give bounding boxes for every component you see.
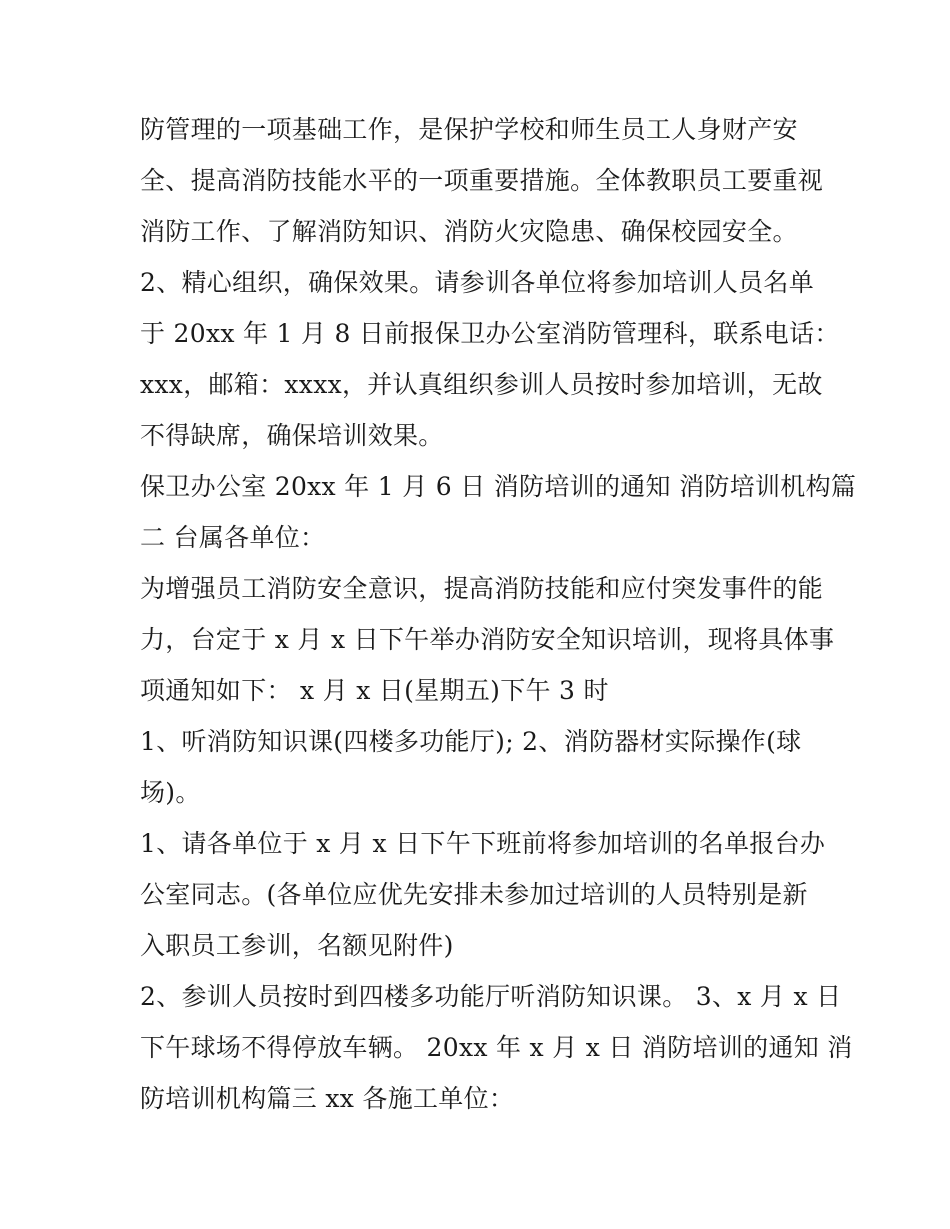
text-line: 不得缺席，确保培训效果。 xyxy=(140,421,444,450)
document-body xyxy=(140,104,857,1124)
text-line: 消防工作、了解消防知识、消防火灾隐患、确保校园安全。 xyxy=(140,217,798,246)
text-line: 于 20xx 年 1 月 8 日前报保卫办公室消防管理科，联系电话： xyxy=(140,319,840,348)
text-line: xxx，邮箱：xxxx，并认真组织参训人员按时参加培训，无故 xyxy=(140,370,823,399)
text-line: 下午球场不得停放车辆。 20xx 年 x 月 x 日 消防培训的通知 消 xyxy=(140,1033,853,1062)
text-line: 二 台属各单位： xyxy=(140,523,326,552)
text-line: 1、请各单位于 x 月 x 日下午下班前将参加培训的名单报台办 xyxy=(140,829,826,858)
text-line: 入职员工参训，名额见附件) xyxy=(140,931,454,960)
text-line: 项通知如下： x 月 x 日(星期五)下午 3 时 xyxy=(140,676,609,705)
text-line: 防培训机构篇三 xx 各施工单位： xyxy=(140,1084,515,1113)
text-line: 全、提高消防技能水平的一项重要措施。全体教职员工要重视 xyxy=(140,166,824,195)
text-line: 场)。 xyxy=(140,778,201,807)
text-line: 2、参训人员按时到四楼多功能厅听消防知识课。 3、x 月 x 日 xyxy=(140,982,842,1011)
text-line: 为增强员工消防安全意识，提高消防技能和应付突发事件的能 xyxy=(140,574,824,603)
text-line: 保卫办公室 20xx 年 1 月 6 日 消防培训的通知 消防培训机构篇 xyxy=(140,472,857,501)
text-line: 防管理的一项基础工作，是保护学校和师生员工人身财产安 xyxy=(140,115,798,144)
text-line: 力，台定于 x 月 x 日下午举办消防安全知识培训，现将具体事 xyxy=(140,625,835,654)
text-line: 2、精心组织，确保效果。请参训各单位将参加培训人员名单 xyxy=(140,268,815,297)
text-line: 公室同志。(各单位应优先安排未参加过培训的人员特别是新 xyxy=(140,880,808,909)
text-line: 1、听消防知识课(四楼多功能厅); 2、消防器材实际操作(球 xyxy=(140,727,802,756)
